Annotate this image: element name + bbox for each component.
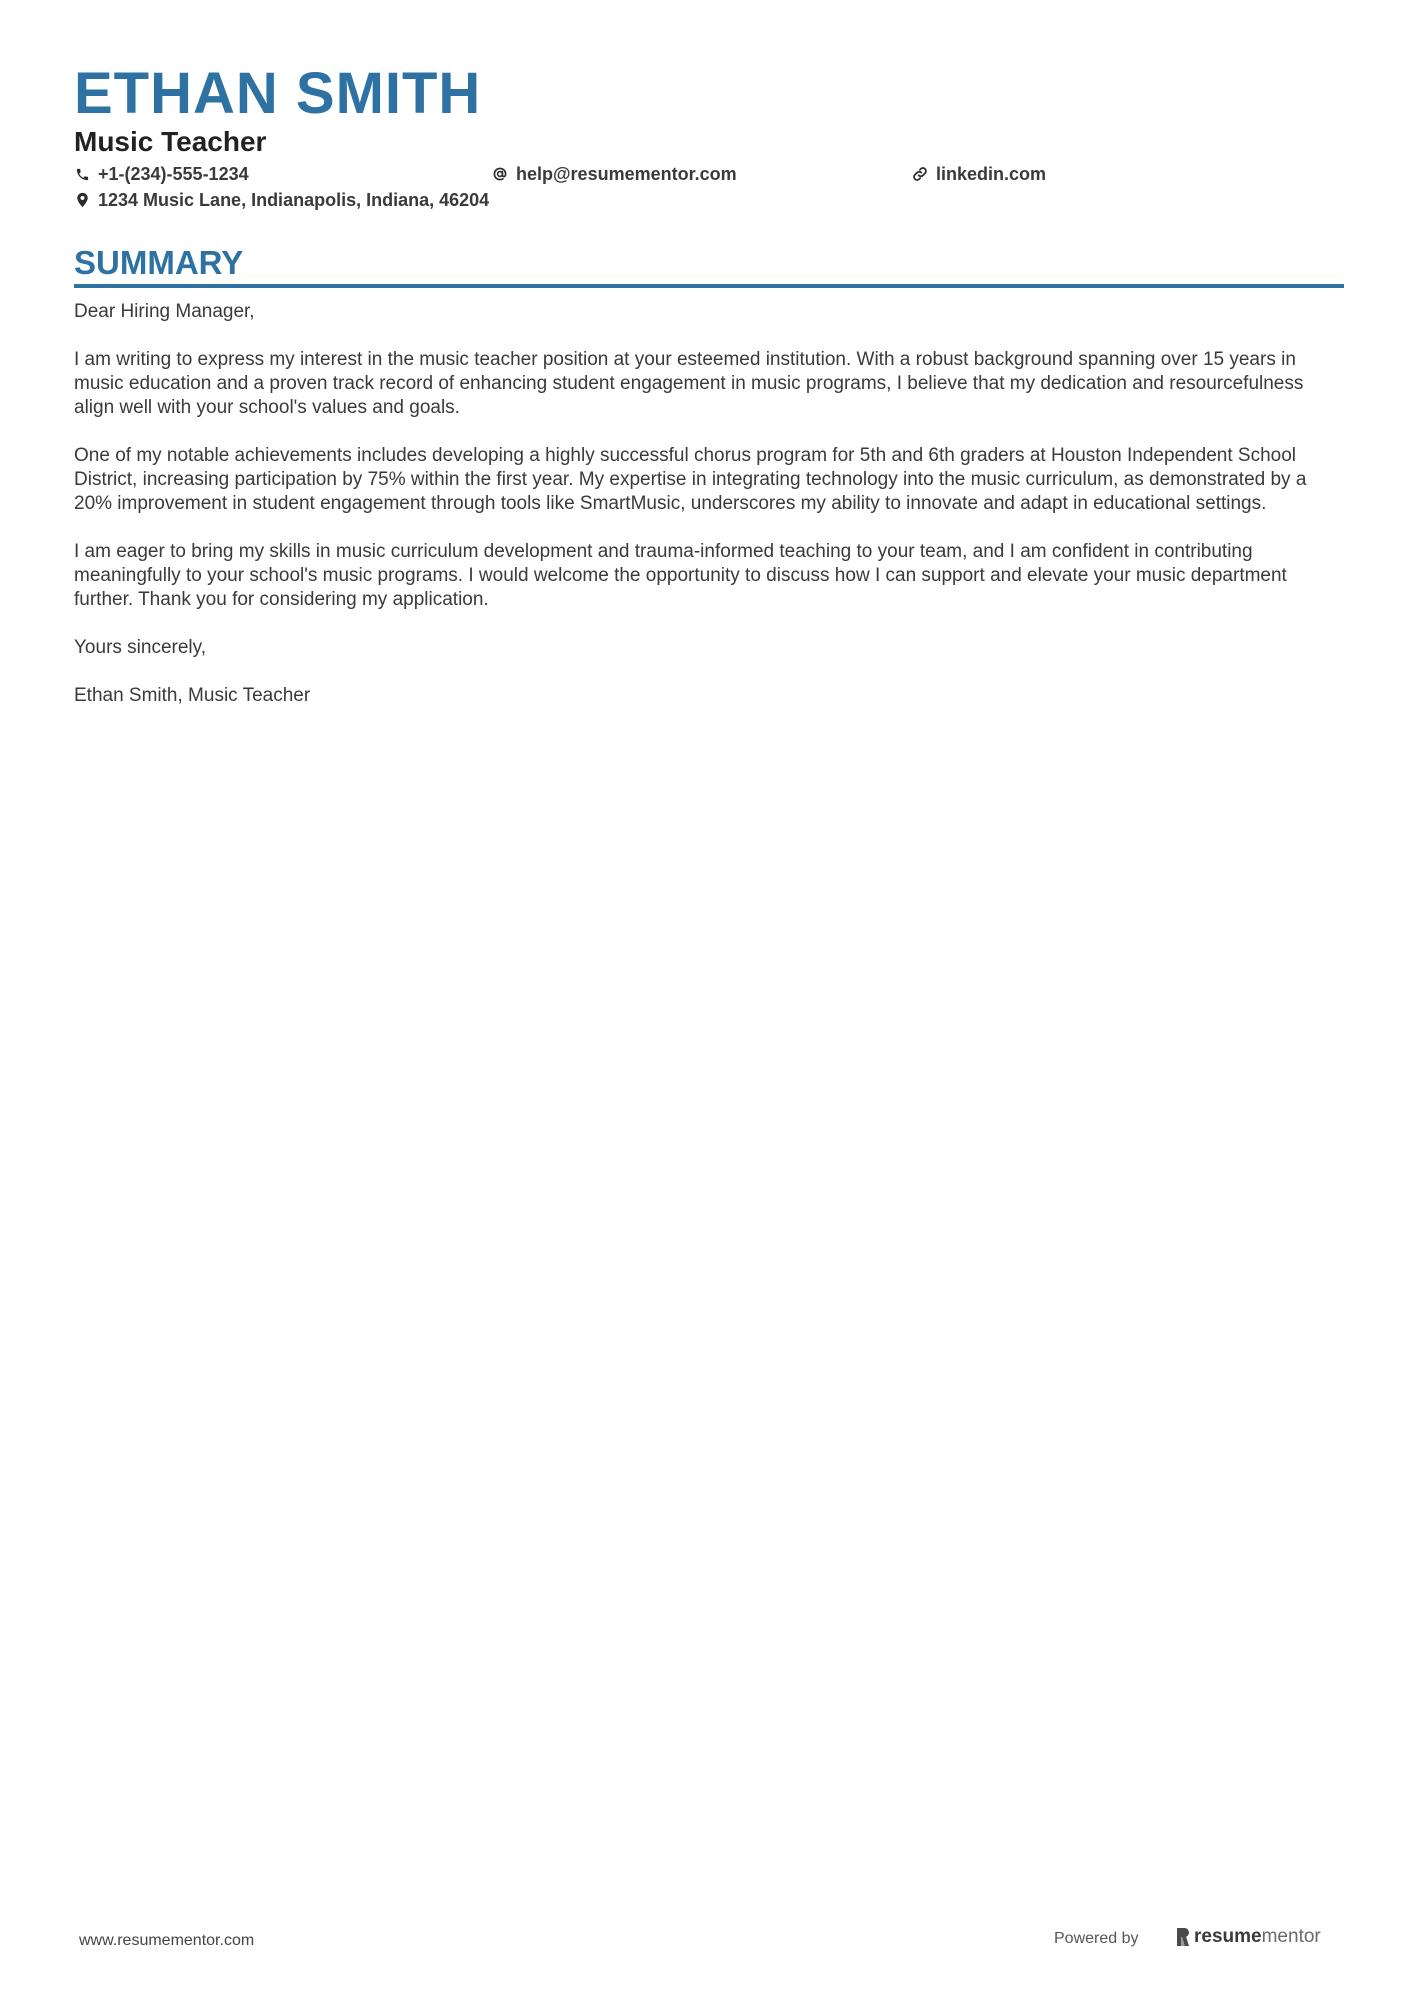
letter-body [74,300,1344,732]
contact-address [74,188,489,212]
letter-paragraph: I am eager to bring my skills in music curriculum development and trauma-informed teaching to your team, and I am confident in contributing meaningfully to your school's music programs. I would welcome the opportunity to discuss how I can support and elevate your music department further. Thank you for considering my application. [74,541,1287,610]
at-sign-icon [492,166,508,182]
address-text: 1234 Music Lane, Indianapolis, Indiana, 46204 [98,189,490,210]
contact-phone [74,162,249,186]
section-divider [74,284,1344,288]
closing: Yours sincerely, [74,637,207,658]
brand-name-part1: resume [1194,1926,1262,1947]
salutation: Dear Hiring Manager, [74,301,255,322]
brand-logo[interactable] [1176,1924,1321,1950]
candidate-name: ETHAN SMITH [74,61,482,126]
brand-name-part2: mentor [1261,1926,1321,1947]
powered-by-label: Powered by [1054,1930,1139,1947]
signature: Ethan Smith, Music Teacher [74,685,311,706]
footer-website-link[interactable]: www.resumementor.com [79,1932,255,1949]
letter-paragraph: I am writing to express my interest in the music teacher position at your esteemed institution. With a robust background spanning over 15 years in music education and a proven track record of enhancing student engagement in music programs, I believe that my dedication and resourcefulness align well with your school's values and goals. [74,349,1304,418]
letter-paragraph: One of my notable achievements includes developing a highly successful chorus program for 5th and 6th graders at Houston Independent School District, increasing participation by 75% within the first year. My expertise in integrating technology into the music curriculum, as demonstrated by a 20% improvement in student engagement through tools like SmartMusic, underscores my ability to innovate and adapt in educational settings. [74,445,1307,514]
phone-icon [74,166,90,182]
map-pin-icon [74,192,90,208]
summary-heading: SUMMARY [74,244,244,281]
email-link[interactable]: help@resumementor.com [516,163,737,184]
contact-link [912,162,1046,186]
resumementor-logo-icon [1176,1927,1190,1947]
contact-email [492,162,737,186]
phone-text: +1-(234)-555-1234 [98,163,249,184]
link-icon [912,166,928,182]
profile-link[interactable]: linkedin.com [936,163,1047,184]
job-title: Music Teacher [74,126,267,157]
